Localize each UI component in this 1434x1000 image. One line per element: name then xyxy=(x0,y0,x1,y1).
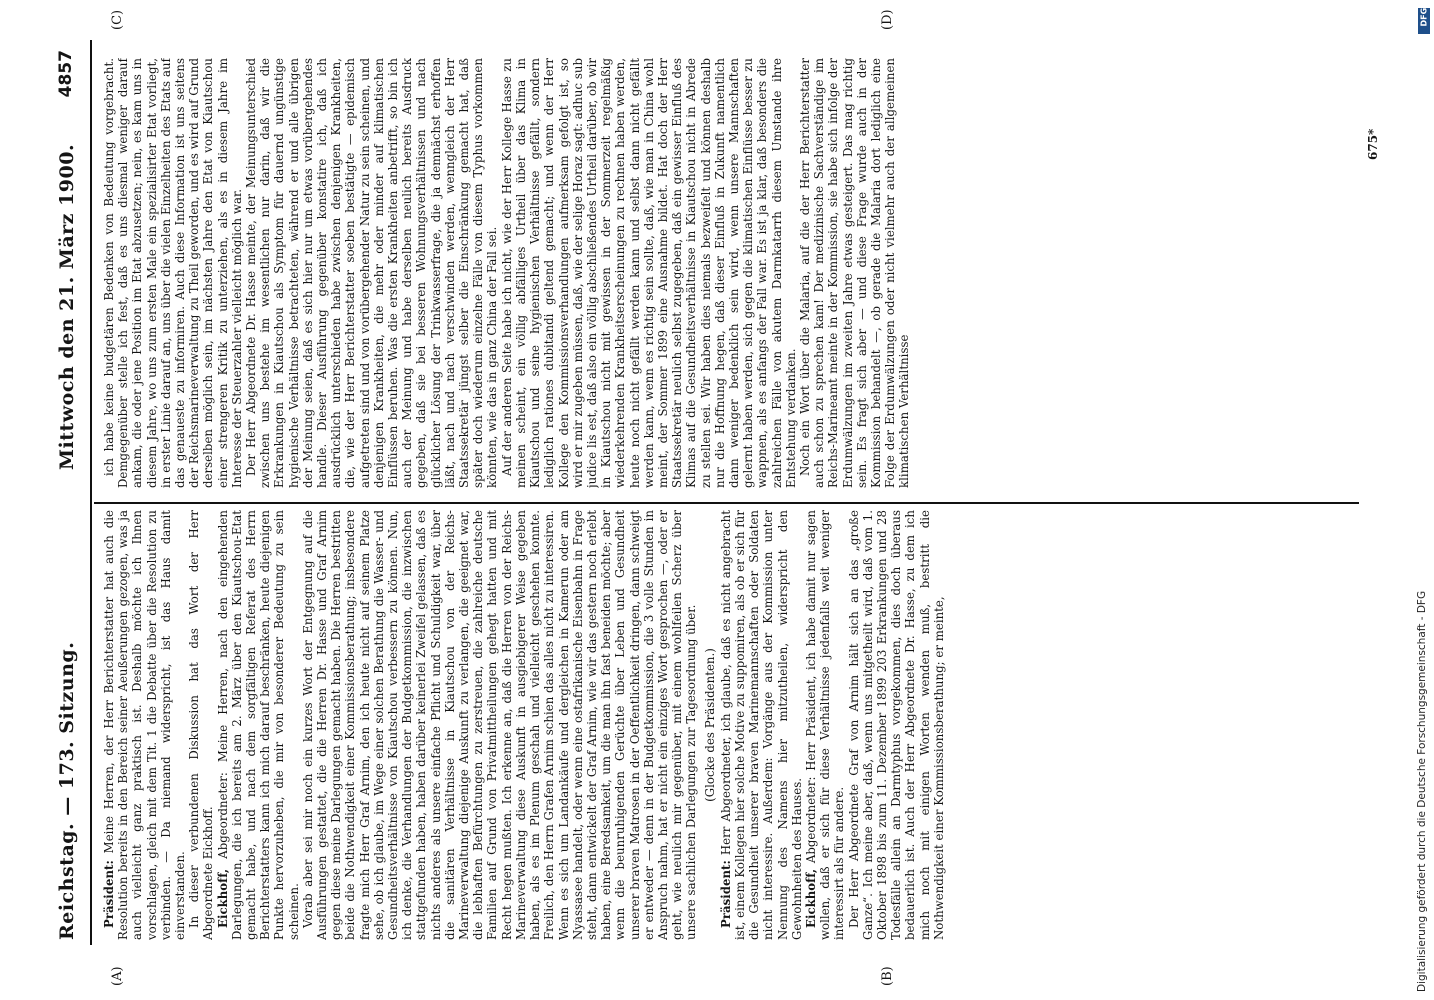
paragraph-text: Vorab aber sei mir noch ein kurzes Wort der Entgegnung auf die Ausführungen gestattet, die die Herren Dr. Hasse und Graf Arnim gegen diese meine Darlegungen gemacht haben. Die Herren bestritten beide die Nothwendigkeit einer Kommissionsberathung; insbesondere fragte mich Herr Graf Arnim, den ich heute nicht auf seinem Platze sehe, ob ich glaube, im Wege einer solchen Berathung die Wasser- und Gesundheitsverhältnisse von Kiautschou verbessern zu können. Nun, ich denke, die Verhandlungen der Budgetkommission, die inzwischen stattgefunden haben, haben darüber keinerlei Zweifel gelassen, daß es nichts anderes als unsere einfache Pflicht und Schuldigkeit war, über die sanitären Verhältnisse in Kiautschou von der Reichs-Marineverwaltung diejenige Auskunft zu verlangen, die geeignet war, die lebhaften Befürchtungen zu zerstreuen, die zahlreiche deutsche Familien auf Grund von Privatmittheilungen gehegt hatten und mit Recht hegen mußten. Ich erkenne an, daß die Herren von der Reichs-Marineverwaltung diese Auskunft in ausgiebigerer Weise gegeben haben, als es im Plenum geschah und vielleicht geschehen konnte. Freilich, den Herrn Grafen Arnim schien das alles nicht zu interessiren. Wenn es sich um Landankäufe und dergleichen in Kamerun oder am Nyassasee handelt, oder wenn eine ostafrikanische Eisenbahn in Frage steht, dann entwickelt der Graf Arnim, wie wir das gestern noch erlebt haben, eine Beredsamkeit, um die man ihn fast beneiden möchte; aber wenn die beunruhigenden Gerüchte über Leben und Gesundheit unserer braven Matrosen in der Oeffentlichkeit dringen, dann schweigt er entweder — denn in der Budgetkommission, die 3 volle Stunden in Anspruch nahm, hat er nicht ein einziges Wort gesprochen —, oder er geht, wie neulich mir gegenüber, mit einem wohlfeilen Scherz über unsere sachlichen Darlegungen zur Tagesordnung über. xyxy=(300,510,699,940)
paragraph xyxy=(719,510,804,940)
paragraph-text: Der Herr Abgeordnete Graf von Arnim hält sich an das „große Ganze“. Ich meine aber, daß, wenn uns mitgetheilt wird, daß vom 1. Oktober 1898 bis zum 11. Dezember 1899 203 Erkrankungen und 28 Todesfälle allein an Darmtyphus vorgekommen, dies doch überaus bedauerlich ist. Auch der Herr Abgeordnete Dr. Hasse, zu dem ich mich noch mit einigen Worten wenden muß, bestritt die Nothwendigkeit einer Kommissionsberathung; er meinte, xyxy=(846,510,946,940)
speaker-name: Eickhoff, xyxy=(803,868,818,928)
speaker-name: Eickhoff, xyxy=(215,868,230,928)
page-number: 4857 xyxy=(56,50,76,98)
running-head-left: Reichstag. — 173. Sitzung. xyxy=(56,641,78,940)
paragraph xyxy=(847,510,946,940)
dfg-logo: DFG xyxy=(1418,8,1430,34)
paragraph-text: Auf der anderen Seite habe ich nicht, wie der Herr Kollege Hasse zu meinen scheint, ein völlig abfälliges Urtheil über das Klima in Kiautschou und seine hygienischen Verhältnisse gefällt, sondern lediglich rationes dubitandi geltend gemacht; und wenn der Herr Kollege den Kommissionsverhandlungen aufmerksam gefolgt ist, so wird er mir zugeben müssen, daß, wie der selige Horaz sagt: adhuc sub judice lis est, daß also ein völlig abschließendes Urtheil darüber, ob wir in Kiautschou nicht mit gewissen in der Sommerzeit regelmäßig wiederkehrenden Krankheitserscheinungen zu rechnen haben werden, heute noch nicht gefällt werden kann und selbst dann nicht gefällt werden kann, wenn es richtig sein sollte, daß, wie man in China wohl meint, der Sommer 1899 eine Ausnahme bildet. Hat doch der Herr Staatssekretär neulich selbst zugegeben, daß ein gewisser Einfluß des Klimas auf die Gesundheitsverhältnisse in Kiautschou nicht in Abrede zu stellen sei. Wir haben dies niemals bezweifelt und können deshalb nur die Hoffnung hegen, daß dieser Einfluß in Zukunft namentlich dann weniger bedenklich sein wird, wenn unsere Mannschaften gelernt haben werden, sich gegen die klimatischen Einflüsse besser zu wappnen, als es anfangs der Fall war. Es ist ja klar, daß besonders die zahlreichen Fälle von akutem Darmkatarrh diesem Umstande ihre Entstehung verdanken. xyxy=(499,58,798,488)
paragraph-text: In dieser verbundenen Diskussion hat das Wort der Herr Abgeordnete Eickhoff. xyxy=(187,510,216,940)
paragraph xyxy=(301,510,699,940)
side-credit-text: Digitalisierung gefördert durch die Deutsche Forschungsgemeinschaft - DFG xyxy=(1416,590,1428,992)
text-column-right xyxy=(102,58,1362,488)
speaker-name: Präsident: xyxy=(718,860,733,928)
paragraph xyxy=(244,58,500,488)
paragraph xyxy=(102,58,244,488)
paragraph-text: Der Herr Abgeordnete Dr. Hasse meinte, der Meinungsunterschied zwischen uns bestehe im wesentlichen nur darin, daß wir die Erkrankungen in Kiautschou als Symptom für dauernd ungünstige hygienische Verhältnisse betrachteten, während er und alle übrigen der Meinung seien, daß es sich hier nur um etwas vorübergehendes handle. Dieser Ausführung gegenüber konstatire ich, daß ich ausdrücklich unterschieden habe zwischen denjenigen Krankheiten, die, wie der Herr Berichterstatter soeben bestätigte — epidemisch aufgetreten sind und von vorübergehender Natur zu sein scheinen, und denjenigen Krankheiten, die mehr oder minder auf klimatischen Einflüssen beruhen. Was die ersten Krankheiten anbetrifft, so bin ich auch der Meinung und habe derselben neulich bereits Ausdruck gegeben, daß sie bei besseren Wohnungsverhältnissen und nach glücklicher Lösung der Trinkwasserfrage, die ja demnächst erhoffen läßt, nach und nach verschwinden werden, wenngleich der Herr Staatssekretär jüngst selber die Einschränkung gemacht hat, daß später doch wiederum einzelne Fälle von diesem Typhus vorkommen könnten, wie das in ganz China der Fall sei. xyxy=(244,58,500,488)
signature-number: 675* xyxy=(1366,128,1380,160)
paragraph xyxy=(703,510,717,940)
margin-letter-a: (A) xyxy=(110,966,125,986)
running-head-right: Mittwoch den 21. März 1900. xyxy=(56,143,78,470)
speaker-name: Präsident: xyxy=(102,860,116,928)
paragraph-text: Herr Abgeordneter, ich glaube, daß es nicht angebracht ist, einem Kollegen hier solche Motive zu suppomiren, als ob er sich für die Gesundheit unserer braven Marinemannschaften oder Soldaten nicht interessire. Außerdem: Vorgänge aus der Kommission unter Nennung des Namens hier mitzutheilen, widerspricht den Gewohnheiten des Hauses. xyxy=(718,510,804,940)
paragraph xyxy=(216,510,301,940)
paragraph-text: ich habe keine budgetären Bedenken von Bedeutung vorgebracht. Demgegenüber stelle ich fest, daß es uns diesmal weniger darauf ankam, die oder jene Position im Etat abzusetzen; nein, es kam uns in diesem Jahre, wo uns zum ersten Male ein spezialisirter Etat vorliegt, in erster Linie darauf an, uns über die vielen Einzelheiten des Etats auf das genaueste zu informiren. Auch diese Information ist uns seitens der Reichsmarineverwaltung zu Theil geworden, und es wird auf Grund derselben möglich sein, im nächsten Jahre den Etat von Kiautschou einer strengeren Kritik zu unterziehen, als es in diesem Jahre im Interesse der Steuerzahler vielleicht möglich war. xyxy=(102,58,244,488)
paragraph xyxy=(798,58,912,488)
margin-letter-d: (D) xyxy=(880,9,895,30)
side-credit xyxy=(1408,8,1430,992)
text-column-left xyxy=(102,510,1362,940)
paragraph-text: Meine Herren, der Herr Berichterstatter hat auch die Resolution bereits in den Bereich seiner Aeußerungen gezogen, was ja auch vielleicht ganz praktisch ist. Deshalb möchte ich Ihnen vorschlagen, gleich mit dem Tit. 1 die Debatte über die Resolution zu verbinden. — Da niemand widerspricht, ist das Haus damit einverstanden. xyxy=(102,510,188,940)
running-header xyxy=(52,50,92,940)
paragraph xyxy=(804,510,847,940)
paragraph-text: Abgeordneter: Herr Präsident, ich habe damit nur sagen wollen, daß er sich für diese Verhältnisse jedenfalls weit weniger interessirt als für andere. xyxy=(803,510,847,940)
paragraph xyxy=(102,510,187,940)
margin-letter-c: (C) xyxy=(110,9,125,30)
paragraph-text: Noch ein Wort über die Malaria, auf die der Herr Berichterstatter auch schon zu sprechen kam! Der medizinische Sachverständige im Reichs-Marineamt meinte in der Kommission, sie habe sich infolge der Erdumwälzungen im zweiten Jahre etwas gesteigert. Das mag richtig sein. Es fragt sich aber — und diese Frage wurde auch in der Kommission behandelt —, ob gerade die Malaria dort lediglich eine Folge der Erdumwälzungen oder nicht vielmehr auch der allgemeinen klimatischen Verhältnisse xyxy=(797,58,912,488)
column-divider xyxy=(94,502,1359,504)
paragraph xyxy=(187,510,215,940)
paragraph xyxy=(500,58,798,488)
header-rule xyxy=(90,40,92,945)
paragraph-text: Abgeordneter: Meine Herren, nach den eingehenden Darlegungen, die ich bereits am 2. März über den Kiautschou-Etat gemacht habe, und nach dem sorgfältigen Referat des Herrn Berichterstatters kann ich mich darauf beschränken, heute diejenigen Punkte hervorzuheben, die mir von besonderer Bedeutung zu sein scheinen. xyxy=(215,510,301,940)
margin-letter-b: (B) xyxy=(880,966,895,986)
paragraph-text: (Glocke des Präsidenten.) xyxy=(702,648,717,802)
